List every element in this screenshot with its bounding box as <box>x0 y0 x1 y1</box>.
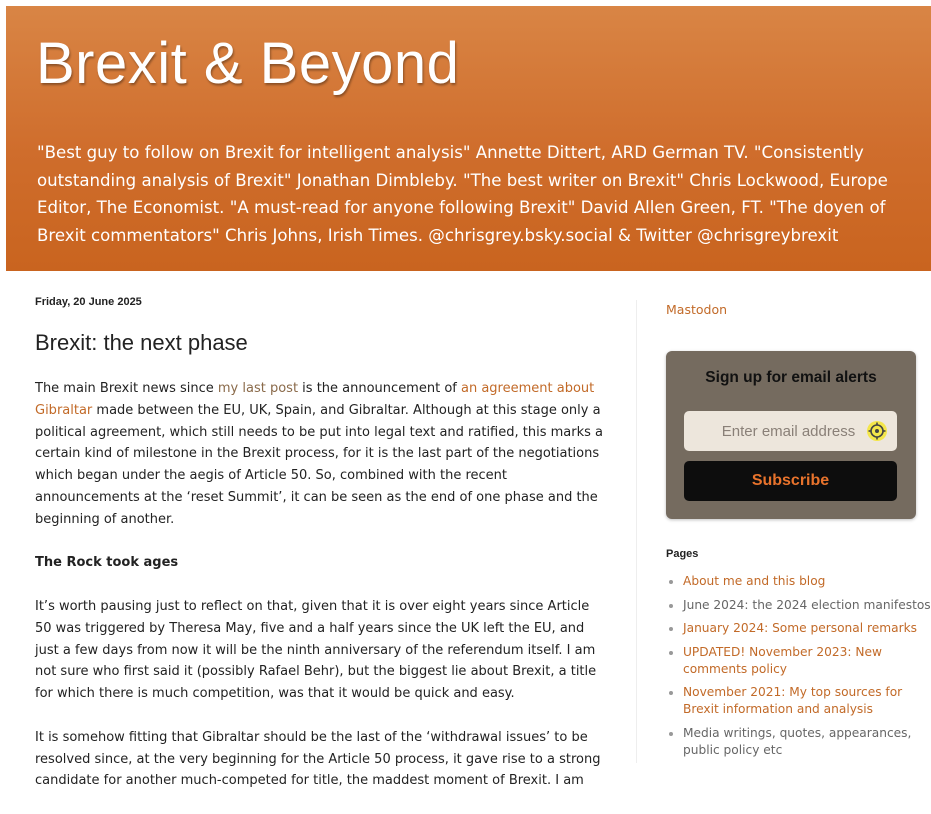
signup-title: Sign up for email alerts <box>705 369 877 386</box>
post-paragraph: It is somehow fitting that Gibraltar should be the last of the ‘withdrawal issues’ to be resolved since, at the very beginning for the Article 50 process, it gave rise to a strong candidate for another much-competed for title, the maddest moment of Brexit. I am <box>35 729 601 789</box>
column-divider <box>636 300 637 763</box>
post-subheading: The Rock took ages <box>35 555 179 571</box>
page-link-media-writings[interactable]: Media writings, quotes, appearances, public policy etc <box>683 725 912 757</box>
email-input[interactable] <box>684 411 897 451</box>
mastodon-link[interactable]: Mastodon <box>666 302 728 317</box>
post-paragraph <box>35 378 605 531</box>
post-body <box>35 378 605 792</box>
sidebar <box>666 300 931 757</box>
pages-list <box>666 573 931 765</box>
blog-header <box>6 6 931 271</box>
post-text: made between the EU, UK, Spain, and Gibraltar. Although at this stage only a political agreement, which still needs to be put into legal text and ratified, this marks a certain kind of milestone in the Brexit process, for it is the last part of the negotiations which began under the aegis of Article 50. So, combined with the recent announcements at the ‘reset Summit’, it can be seen as the end of one phase and the beginning of another. <box>35 402 603 527</box>
post-main <box>35 296 605 814</box>
page-link-top-sources[interactable]: November 2021: My top sources for Brexit information and analysis <box>683 685 903 716</box>
list-item <box>683 725 931 759</box>
list-item <box>683 597 931 614</box>
page-link-comments-policy[interactable]: UPDATED! November 2023: New comments policy <box>683 644 882 676</box>
email-signup-box <box>666 351 916 519</box>
last-post-link[interactable]: my last post <box>217 381 299 396</box>
page-link-personal-remarks[interactable]: January 2024: Some personal remarks <box>683 621 918 635</box>
gibraltar-agreement-link[interactable]: an agreement about Gibraltar <box>35 381 595 418</box>
post-text: The main Brexit news since <box>35 381 218 396</box>
list-item <box>683 573 931 590</box>
page-link-about[interactable]: About me and this blog <box>683 574 826 588</box>
post-title[interactable]: Brexit: the next phase <box>35 330 248 355</box>
list-item <box>683 620 931 637</box>
blog-description: "Best guy to follow on Brexit for intelligent analysis" Annette Dittert, ARD German TV. "Consistently outstanding analysis of Brexit" Jonathan Dimbleby. "The best writer on Brexit" Chris Lockwood, Europe Editor, The Economist. "A must-read for anyone following Brexit" David Allen Green, FT. "The doyen of Brexit commentators" Chris Johns, Irish Times. @chrisgrey.bsky.social & Twitter @chrisgreybrexit <box>37 143 888 245</box>
post-date: Friday, 20 June 2025 <box>35 296 142 308</box>
subscribe-button[interactable]: Subscribe <box>684 461 897 501</box>
post-paragraph: It’s worth pausing just to reflect on that, given that it is over eight years since Article 50 was triggered by Theresa May, five and a half years since the UK left the EU, and just a few days from now it will be the ninth anniversary of the referendum itself. I am not sure who first said it (possibly Rafael Behr), but the biggest lie about Brexit, a title for which there is much competition, was that it would be quick and easy. <box>35 598 597 702</box>
pages-heading: Pages <box>666 548 699 560</box>
post-text: is the announcement of <box>298 381 461 396</box>
list-item <box>683 684 931 718</box>
list-item <box>683 644 931 678</box>
page-link-manifestos[interactable]: June 2024: the 2024 election manifestos <box>683 597 931 612</box>
target-icon[interactable] <box>867 421 887 441</box>
blog-title[interactable]: Brexit & Beyond <box>36 31 460 96</box>
